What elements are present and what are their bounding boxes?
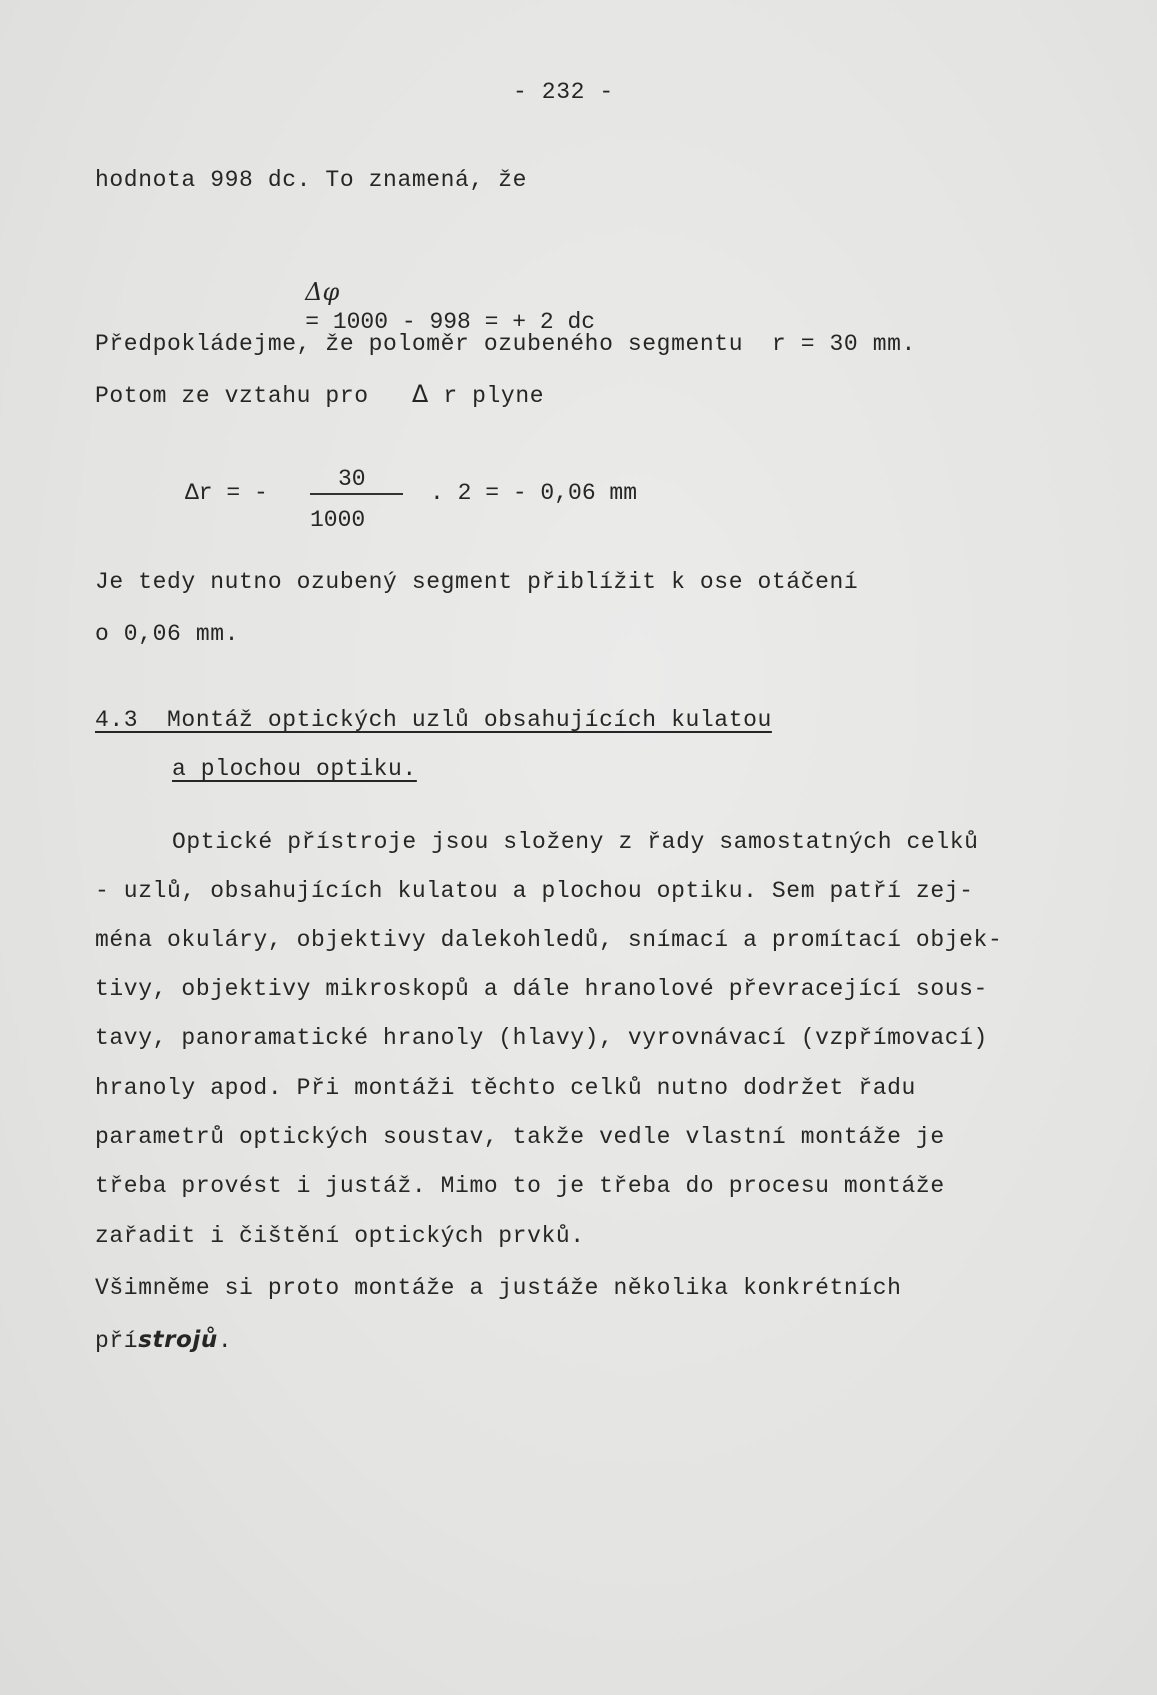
fraction-bar [310, 493, 403, 495]
section-heading-line1: 4.3 Montáž optických uzlů obsahujících kulatou [95, 707, 772, 733]
intro-line: hodnota 998 dc. To znamená, že [95, 167, 528, 193]
fraction-numerator: 30 [338, 466, 366, 492]
para3-line: parametrů optických soustav, takže vedle vlastní montáže je [95, 1124, 945, 1150]
formula2-lhs: Δr = - [185, 480, 268, 506]
para3-line: ména okuláry, objektivy dalekohledů, snímací a promítací objek- [95, 927, 1003, 953]
para3-line: tavy, panoramatické hranoly (hlavy), vyrovnávací (vzpřímovací) [95, 1025, 988, 1051]
formula2-rhs: . 2 = - 0,06 mm [430, 480, 638, 506]
section-heading-line2: a plochou optiku. [172, 756, 417, 782]
para4-line2-end: . [217, 1328, 233, 1354]
para1-line2-text: Potom ze vztahu pro [95, 383, 369, 409]
para3-line: - uzlů, obsahujících kulatou a plochou optiku. Sem patří zej- [95, 878, 974, 904]
page-number: - 232 - [513, 79, 614, 105]
para3-line: zařadit i čištění optických prvků. [95, 1223, 585, 1249]
para2-line1: Je tedy nutno ozubený segment přiblížit k ose otáčení [95, 569, 859, 595]
para3-line: tivy, objektivy mikroskopů a dále hranolové převracející sous- [95, 976, 988, 1002]
para2-line2: o 0,06 mm. [95, 621, 240, 647]
para3-line: hranoly apod. Při montáži těchto celků nutno dodržet řadu [95, 1075, 916, 1101]
para4-line2-typed: pří [95, 1328, 139, 1354]
para4-line2 [95, 1326, 232, 1355]
para3-line: Optické přístroje jsou složeny z řady samostatných celků [172, 829, 979, 855]
para1-line2-rest: r plyne [443, 383, 545, 409]
para1-line1: Předpokládejme, že poloměr ozubeného segmentu r = 30 mm. [95, 331, 916, 357]
para1-line2 [95, 380, 544, 410]
formula1-expression: = 1000 - 998 = + 2 dc [305, 309, 596, 335]
para3-line: třeba provést i justáž. Mimo to je třeba do procesu montáže [95, 1173, 945, 1199]
handwritten-correction: strojů [138, 1327, 218, 1353]
para4-line1: Všimněme si proto montáže a justáže několika konkrétních [95, 1275, 902, 1301]
fraction-denominator: 1000 [310, 507, 366, 533]
delta-phi-symbol: Δφ [305, 278, 340, 306]
delta-symbol: Δ [411, 380, 429, 408]
